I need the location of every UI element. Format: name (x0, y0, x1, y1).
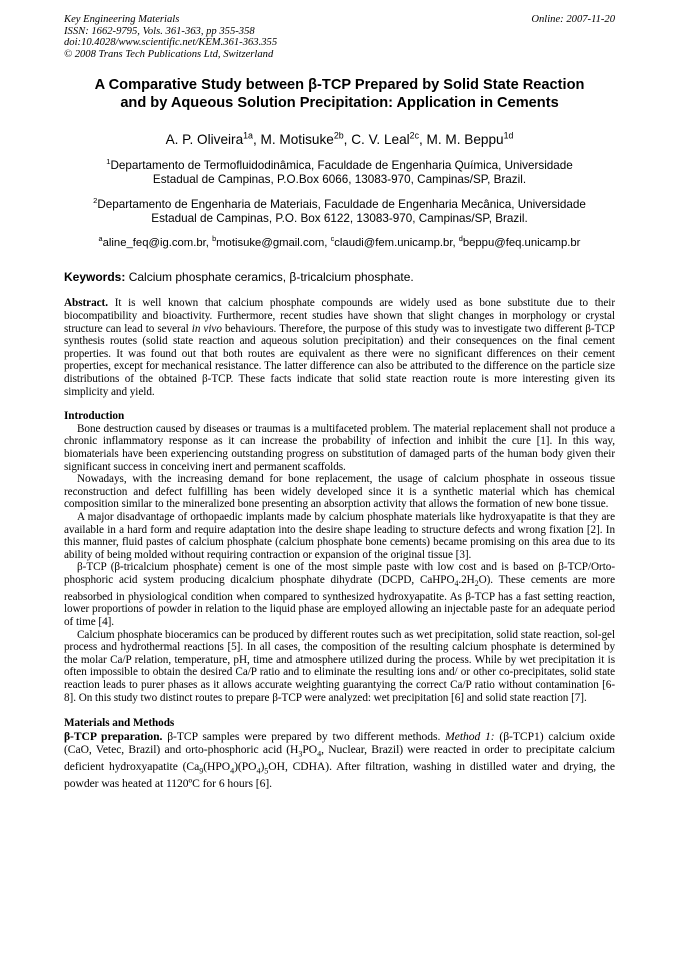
keywords-label: Keywords: (64, 270, 126, 285)
email-link[interactable]: motisuke@gmail.com, (216, 236, 331, 249)
paragraph: β-TCP (β-tricalcium phosphate) cement is one of the most simple paste with low cost and is based on β-TCP/Orto-phosphoric acid system producing dicalcium phosphate dihydrate (DCPD, $CaHPO_4.2H_2O$). These cements are more reabsorbed in physiological condition when compared to synthesized hydroxyapatite. As β-TCP has a fast setting reaction, lower proportions of powder in relation to the liquid phase are employed allowing an injectable paste for an adequate period of time [4]. (64, 561, 615, 628)
author-list (64, 126, 615, 149)
title-line-2: and by Aqueous Solution Precipitation: Application in Cements (120, 95, 559, 112)
email-link[interactable]: beppu@feq.unicamp.br (462, 236, 581, 249)
paragraph: Bone destruction caused by diseases or traumas is a multifaceted problem. The material replacement shall not produce a chronic inflammatory response as it can increase the probability of infection and inhibit the cure [1]. In this way, biomaterials have been experiencing outstanding progress on substitution of damaged parts of the human body given their significant success in conceiving inert and permanent scaffolds. (64, 422, 615, 473)
journal-name: Key Engineering Materials (64, 14, 180, 25)
paper-title (64, 76, 615, 112)
section-heading: Materials and Methods (64, 717, 175, 730)
email-link[interactable]: aline_feq@ig.com.br, (102, 236, 213, 249)
keywords: Keywords: Calcium phosphate ceramics, β-tricalcium phosphate. (64, 270, 414, 285)
affiliation-2: $^2$Departamento de Engenharia de Materiais, Faculdade de Engenharia Mecânica, Universidade Estadual de Campinas, P.O. Box 6122, 13083-970, Campinas/SP, Brazil. (93, 195, 586, 226)
paragraph: A major disadvantage of orthopaedic implants made by calcium phosphate materials like hydroxyapatite is that they are available in a hard form and require adaptation into the desire shape leading to structure defects and wrong fixation [2]. In this manner, fluid pastes of calcium phosphate (calcium phosphate bone cements) became promising on this area due to its ability of being molded without requiring contraction or expansion of the original tissue [3]. (64, 510, 615, 561)
online-date: Online: 2007-11-20 (531, 14, 615, 25)
methods-section (64, 717, 615, 790)
publication-header (64, 14, 615, 60)
abstract: Abstract. It is well known that calcium phosphate compounds are widely used as bone substitute due to their biocompatibility and bioactivity. Furthermore, recent studies have shown that slight changes in morphology or crystal structure can lead to several in vivo behaviours. Therefore, the purpose of this study was to investigate two different β-TCP synthesis routes (solid state reaction and aqueous solution precipitation) and their consequences on the final cement properties. It was found out that both routes are equivalent as there were no significant differences on their cement properties, except for mechanical resistance. The latter difference can also be attributed to the difference on the particle size distributions of the obtained β-TCP. These facts indicate that solid state reaction route is more interesting given its simplicity and yield. (64, 297, 615, 398)
copyright-line: © 2008 Trans Tech Publications Ltd, Switzerland (64, 48, 274, 60)
author: M. M. Beppu$^{1d}$ (426, 130, 514, 147)
paragraph: Calcium phosphate bioceramics can be produced by different routes such as wet precipitation, solid state reaction, sol-gel process and hydrothermal reactions [5]. In all cases, the composition of the resulting calcium phosphate is determined by the molar Ca/P relation, temperature, pH, time and atmosphere utilized during the process. While by wet precipitation it is often impossible to obtain the desired Ca/P ratio and to eliminate the resulting ions and/ or other co-precipitates, solid state reaction leads to purer phases as it allows accurate weighting guarantying the correct Ca/P ratio without contamination [6-8]. On this study two distinct routes to prepare β-TCP were analyzed: wet precipitation [6] and solid state reaction [7]. (64, 628, 615, 704)
title-line-1: A Comparative Study between β-TCP Prepared by Solid State Reaction (94, 77, 585, 94)
affiliation-1: $^1$Departamento de Termofluidodinâmica, Faculdade de Engenharia Química, Universidade Estadual de Campinas, P.O.Box 6066, 13083-970, Campinas/SP, Brazil. (106, 156, 573, 187)
email-link[interactable]: claudi@fem.unicamp.br, (334, 236, 459, 249)
author: C. V. Leal$^{2c}$, (351, 130, 427, 147)
section-heading: Introduction (64, 410, 125, 423)
author-emails: $^a$aline_feq@ig.com.br, $^b$motisuke@gmail.com, $^c$claudi@fem.unicamp.br, $^d$beppu@feq.unicamp.br (98, 233, 581, 249)
issn-line: ISSN: 1662-9795, Vols. 361-363, pp 355-358 (64, 25, 255, 37)
paragraph: Nowadays, with the increasing demand for bone replacement, the usage of calcium phosphate in osseous tissue reconstruction and defect fulfilling has been widely developed since it is a synthetic material which has chemical composition similar to the mineralized bone presenting an absorption activity that allows the formation of new bone tissue. (64, 473, 615, 511)
paragraph: β-TCP preparation. β-TCP samples were prepared by two different methods. Method 1: (β-TCP1) calcium oxide (CaO, Vetec, Brazil) and orto-phosphoric acid ($H_3PO_4$, Nuclear, Brazil) were reacted in order to precipitate calcium deficient hydroxyapatite ($Ca_9(HPO_4)(PO_4)_5OH$, CDHA). After filtration, washing in distilled water and drying, the powder was heated at 1120ºC for 6 hours [6]. (64, 729, 616, 791)
author: A. P. Oliveira$^{1a}$, (165, 130, 261, 147)
paper-page (64, 14, 615, 790)
doi-line: doi:10.4028/www.scientific.net/KEM.361-363.355 (64, 37, 278, 49)
introduction-section (64, 410, 615, 704)
abstract-label: Abstract. (64, 297, 108, 310)
author: M. Motisuke$^{2b}$, (260, 130, 352, 147)
